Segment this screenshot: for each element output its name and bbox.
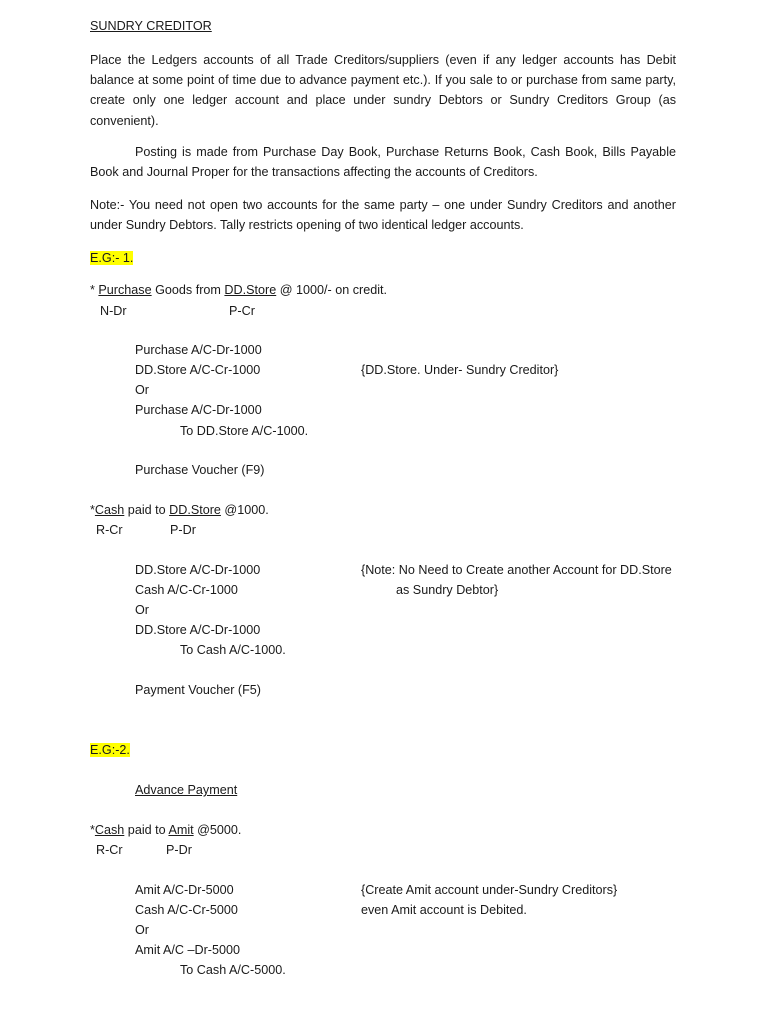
or-separator: Or	[135, 923, 149, 937]
journal-line: To Cash A/C-5000.	[180, 963, 286, 977]
credit-rule: P-Dr	[166, 843, 192, 857]
voucher-label: Payment Voucher (F5)	[135, 683, 261, 697]
example-2-label: E.G:-2.	[90, 743, 130, 757]
or-separator: Or	[135, 603, 149, 617]
example-1-label: E.G:- 1.	[90, 251, 134, 265]
credit-rule: P-Cr	[229, 304, 255, 318]
page-heading: SUNDRY CREDITOR	[90, 19, 212, 33]
intro-paragraph: Place the Ledgers accounts of all Trade Creditors/suppliers (even if any ledger accounts has Debit balance at some point of time due to advance payment etc.). If you sale to or purchase from same party, create only one ledger account and place under sundry Debtors or Sundry Creditors Group (as convenient).	[90, 53, 676, 128]
journal-line: Cash A/C-Cr-1000	[135, 583, 238, 597]
posting-paragraph: Posting is made from Purchase Day Book, Purchase Returns Book, Cash Book, Bills Payable Book and Journal Proper for the transactions affecting the accounts of Creditors.	[90, 145, 676, 180]
debit-rule: R-Cr	[96, 843, 123, 857]
journal-line: DD.Store A/C-Dr-1000	[135, 563, 261, 577]
journal-line: DD.Store A/C-Cr-1000	[135, 363, 261, 377]
advance-payment-heading: Advance Payment	[135, 783, 238, 797]
debit-rule: N-Dr	[100, 304, 127, 318]
transaction-line: * Purchase Goods from DD.Store @ 1000/- on credit.	[90, 283, 388, 297]
journal-line: Amit A/C –Dr-5000	[135, 943, 240, 957]
journal-line: To DD.Store A/C-1000.	[180, 424, 309, 438]
side-note: {DD.Store. Under- Sundry Creditor}	[361, 363, 559, 377]
transaction-line: *Cash paid to Amit @5000.	[90, 823, 242, 837]
side-note: {Create Amit account under-Sundry Creditors}	[361, 883, 618, 897]
side-note: even Amit account is Debited.	[361, 903, 527, 917]
voucher-label: Purchase Voucher (F9)	[135, 463, 265, 477]
journal-line: To Cash A/C-1000.	[180, 643, 286, 657]
credit-rule: P-Dr	[170, 523, 196, 537]
side-note: as Sundry Debtor}	[396, 583, 499, 597]
note-paragraph: Note:- You need not open two accounts for the same party – one under Sundry Creditors and another under Sundry Debtors. Tally restricts opening of two identical ledger accounts.	[90, 198, 676, 233]
journal-line: Purchase A/C-Dr-1000	[135, 343, 262, 357]
journal-line: Purchase A/C-Dr-1000	[135, 403, 262, 417]
journal-line: Amit A/C-Dr-5000	[135, 883, 234, 897]
debit-rule: R-Cr	[96, 523, 123, 537]
journal-line: Cash A/C-Cr-5000	[135, 903, 238, 917]
transaction-line: *Cash paid to DD.Store @1000.	[90, 503, 269, 517]
journal-line: DD.Store A/C-Dr-1000	[135, 623, 261, 637]
or-separator: Or	[135, 383, 149, 397]
side-note: {Note: No Need to Create another Account for DD.Store	[361, 563, 672, 577]
